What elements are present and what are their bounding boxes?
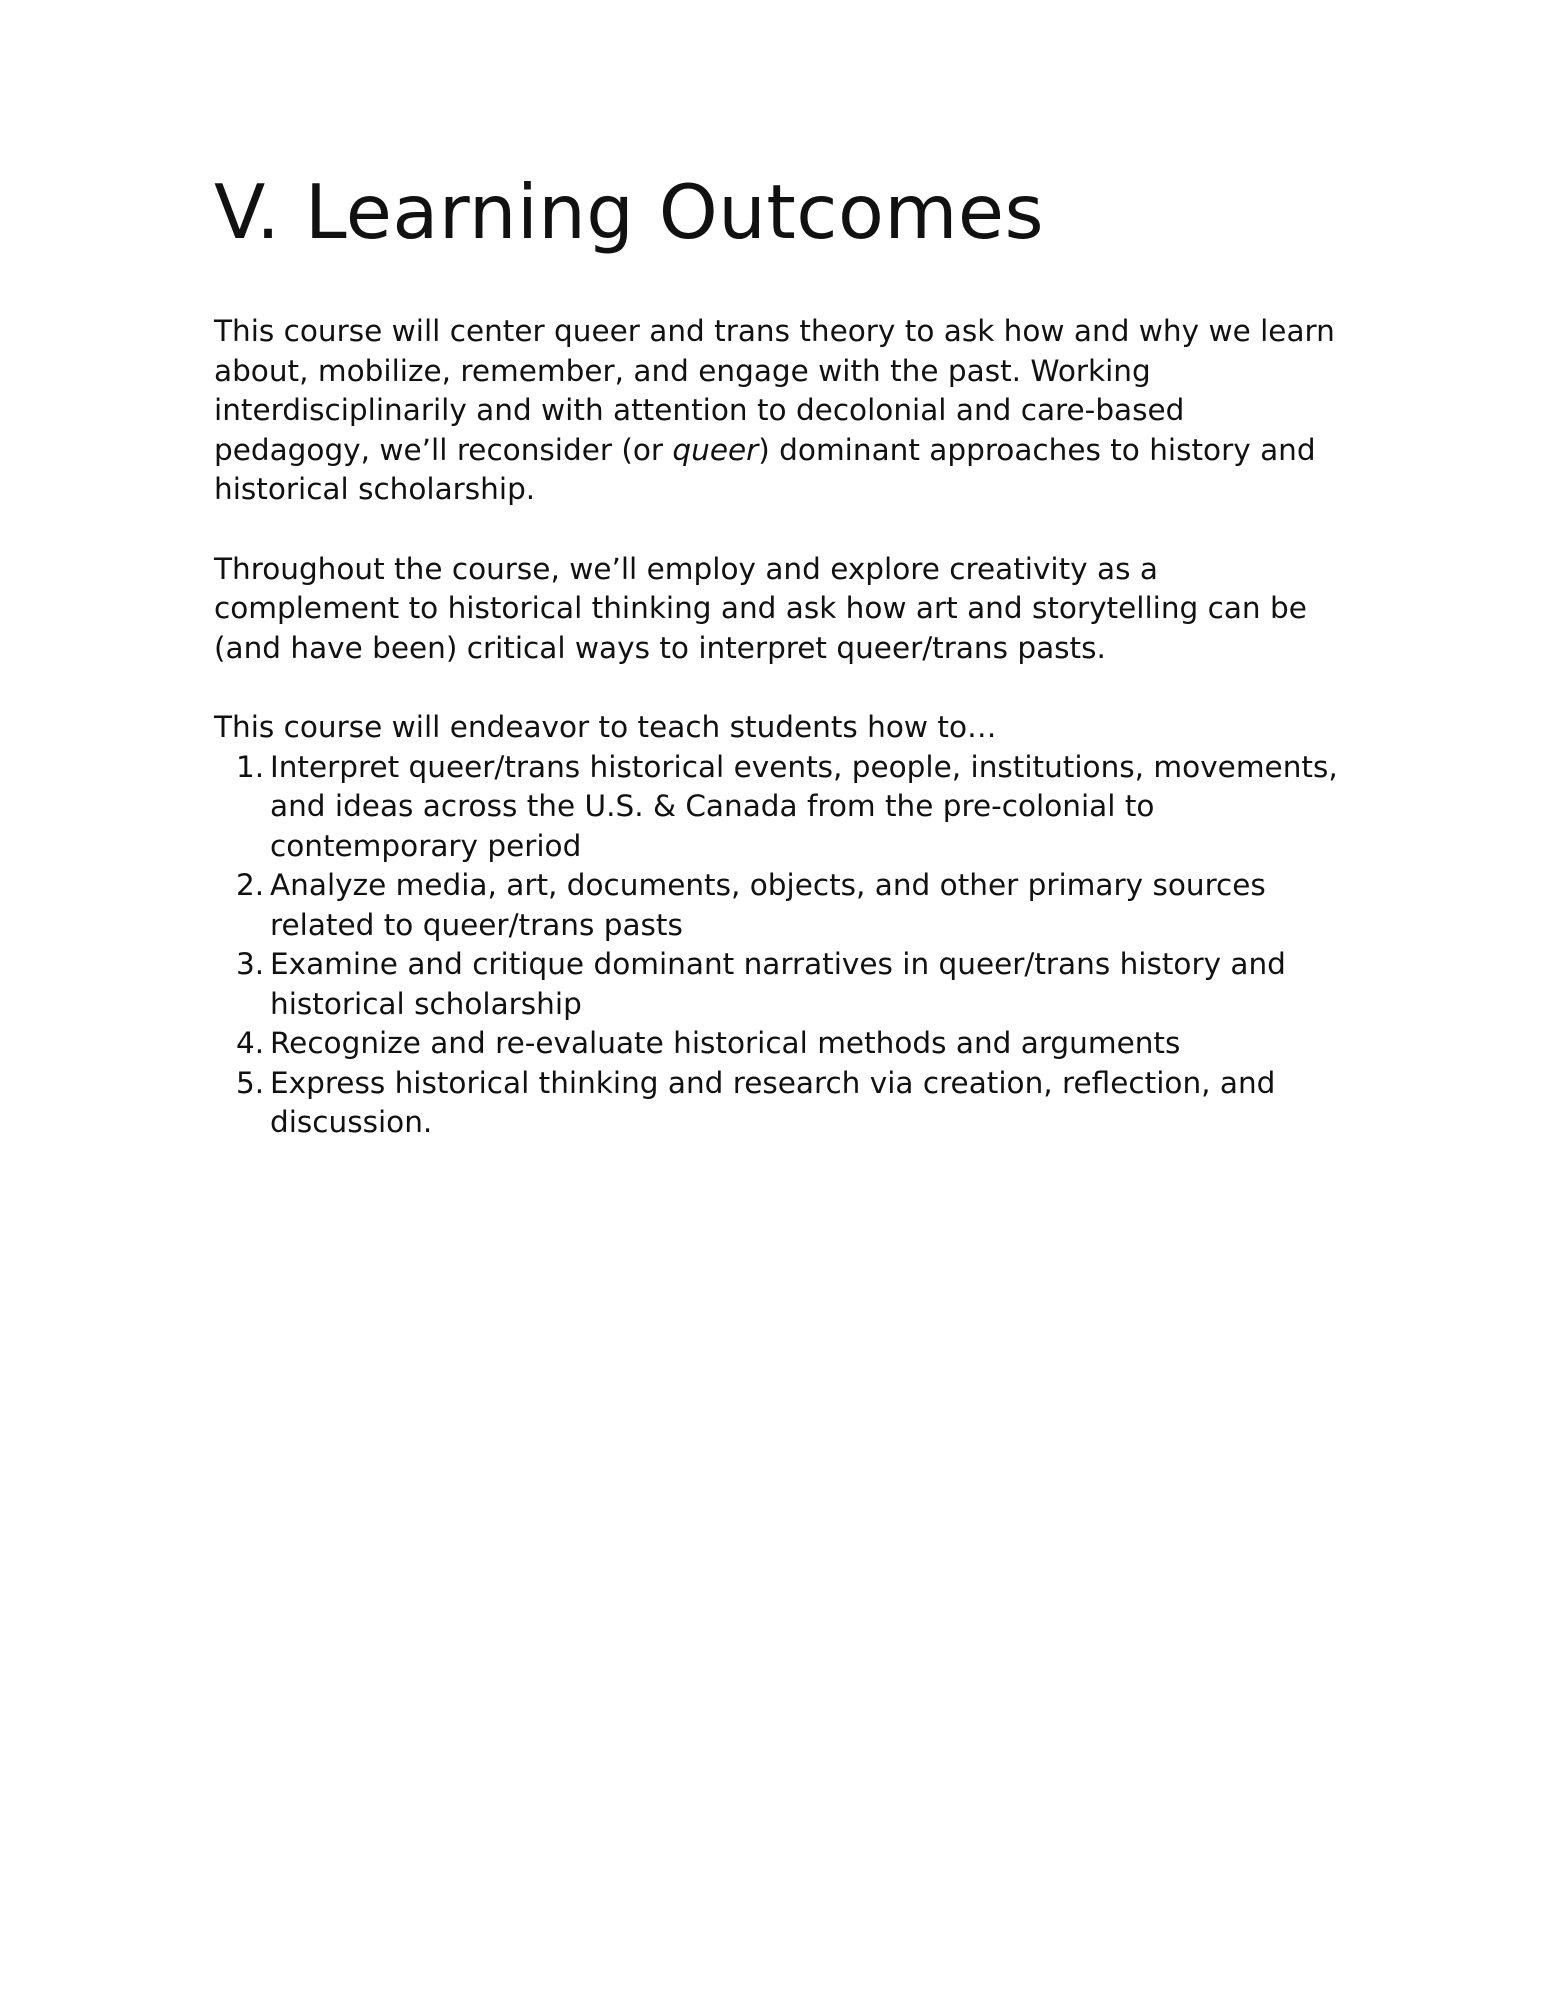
section-title: V. Learning Outcomes (214, 168, 1045, 256)
list-item (214, 866, 1339, 945)
list-item-text: Examine and critique dominant narratives in queer/trans history and historical scholarship (270, 947, 1286, 1021)
list-item (214, 748, 1339, 867)
list-item-text: Recognize and re-evaluate historical methods and arguments (270, 1026, 1181, 1060)
document-content (214, 160, 1339, 1143)
list-item-text: Analyze media, art, documents, objects, and other primary sources related to queer/trans pasts (270, 868, 1266, 942)
list-item-number: 1. (236, 749, 265, 784)
list-item-number: 4. (236, 1026, 265, 1060)
list-item (214, 1024, 1339, 1064)
intro-emphasis: queer (672, 432, 759, 467)
list-item-number: 2. (236, 868, 265, 902)
list-item (214, 1064, 1339, 1143)
list-item-number: 5. (236, 1065, 265, 1100)
creativity-paragraph: Throughout the course, we’ll employ and explore creativity as a complement to historical thinking and ask how art and storytelling can be (and have been) critical ways to interpret queer/trans pasts. (214, 551, 1307, 665)
list-item-text: Interpret queer/trans historical events, people, institutions, movements, and ideas across the U.S. & Canada from the pre-colonial to contemporary period (270, 749, 1338, 863)
list-intro: This course will endeavor to teach students how to… (214, 710, 997, 744)
list-item-number: 3. (236, 947, 265, 981)
intro-paragraph (214, 312, 1339, 510)
list-item (214, 945, 1339, 1024)
outcomes-list (214, 748, 1339, 1143)
intro-text-before: This course will center queer and trans theory to ask how and why we learn about, mobilize, remember, and engage with the past. Working interdisciplinarily and with attention to decolonial and care-based pedagogy, we’ll reconsider (or (214, 314, 1335, 467)
intro-text-after: ) dominant approaches to history and historical scholarship. (214, 432, 1316, 506)
list-item-text: Express historical thinking and research via creation, reflection, and discussion. (270, 1065, 1276, 1139)
